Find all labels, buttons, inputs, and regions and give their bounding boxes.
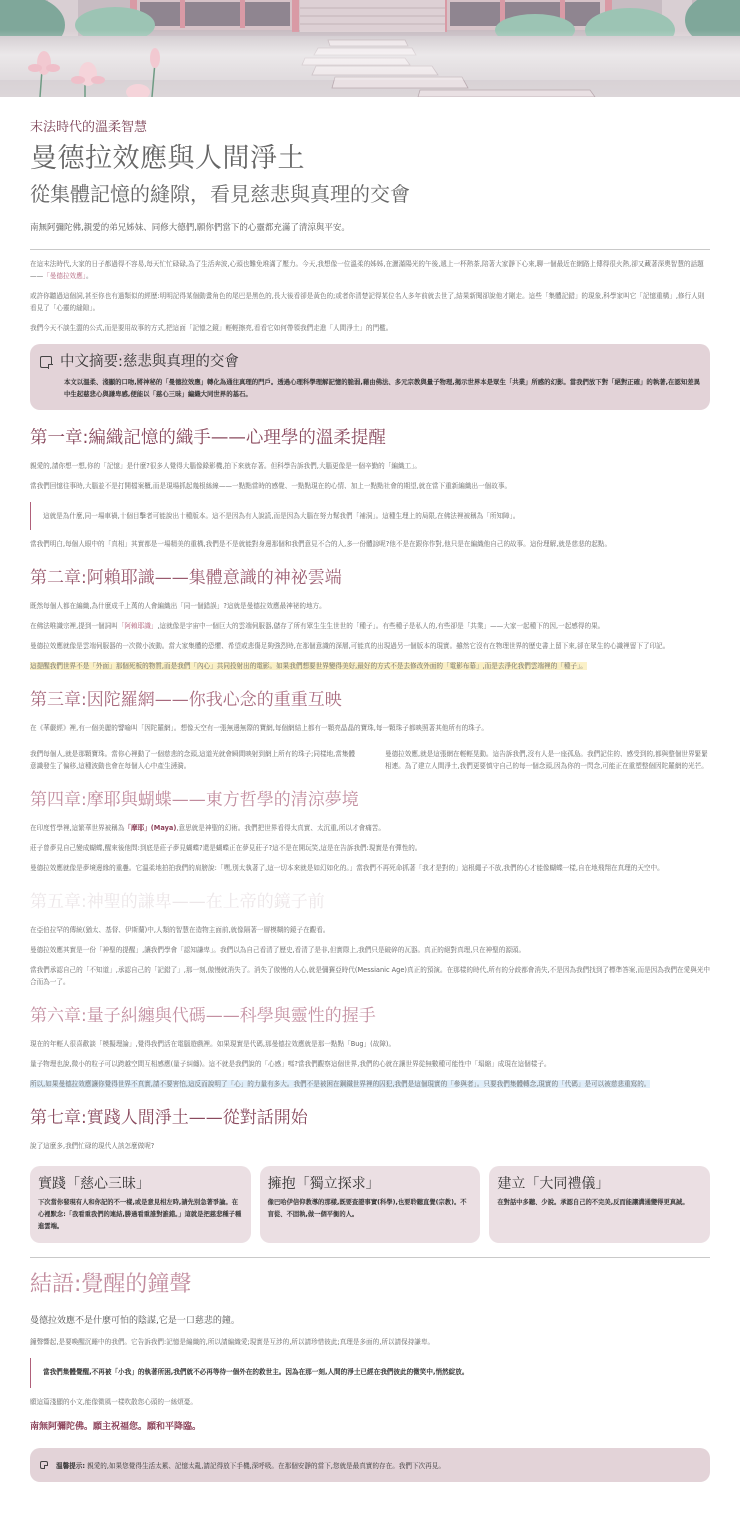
- chapter-3: [30, 686, 710, 772]
- left-column: 我們每個人,就是那顆寶珠。當你心裡動了一個慈悲的念頭,這道光就會瞬間映射到網上所有的珠子;同樣地,當集體意識發生了偏移,這種波動也會在每個人心中產生漣漪。: [30, 750, 356, 770]
- chapter-2-highlight-paragraph: [30, 660, 710, 672]
- chapter-1-paragraph: 親愛的,請你想一想,你的「記憶」是什麼?很多人覺得大腦像錄影機,拍下來就存著。但科學告訴我們,大腦更像是一個辛勤的「編織工」。: [30, 462, 422, 470]
- conclusion-title: 結語:覺醒的鐘聲: [30, 1272, 192, 1297]
- conclusion: [30, 1270, 710, 1434]
- alaya-vijnana-link[interactable]: 「阿賴耶識」: [117, 622, 158, 630]
- summary-title: 中文摘要:慈悲與真理的交會: [60, 354, 239, 370]
- chapter-7-title: 第七章:實踐人間淨土——從對話開始: [30, 1108, 308, 1128]
- chapter-1-paragraph: 當我們回憶往事時,大腦並不是打開檔案櫃,而是現場抓起幾根絲線——一點點當時的感覺、一點點現在的心情、加上一點點社會的期望,就在當下重新編織出一個故事。: [30, 482, 512, 490]
- greeting-text: 南無阿彌陀佛,親愛的弟兄姊妹、同修大德們,願你們當下的心靈都充滿了清涼與平安。: [30, 221, 710, 250]
- chapter-5-paragraph: 曼德拉效應其實是一份「神聖的提醒」,讓我們學會「認知謙卑」。我們以為自己看清了歷史,看清了是非,但實際上,我們只是破碎的瓦器。真正的絕對真理,只在神聖的源頭。: [30, 946, 526, 954]
- chapter-1-title: 第一章:編織記憶的織手——心理學的溫柔提醒: [30, 428, 386, 448]
- text: 在這末法時代,大家的日子都過得不容易,每天忙忙碌碌,為了生活奔波,心頭也難免堆滿了壓力。今天,我想像一位溫柔的姊姊,在灑滿陽光的午後,遞上一杯熱茶,陪著大家靜下心來,聊一個最近在網路上傳得很火熱,卻又藏著深奧智慧的話題——: [30, 260, 704, 280]
- chapter-4-paragraph: 曼德拉效應就像是夢境邊緣的重疊。它溫柔地拍拍我們的肩膀說:「嘿,別太執著了,這一切本來就是如幻如化的。」當我們不再死命抓著「我才是對的」這根繩子不放,我們的心才能像蝴蝶一樣,自在地飛翔在真理的天空中。: [30, 864, 664, 872]
- card-title: 建立「大同禮儀」: [497, 1176, 610, 1192]
- text: 在印度哲學裡,這繁華世界被稱為: [30, 824, 125, 832]
- article: [0, 119, 740, 1502]
- conclusion-blockquote: 當我們集體覺醒,不再被「小我」的執著所困,我們就不必再等待一個外在的救世主。因為在那一刻,人間的淨土已經在我們彼此的微笑中,悄然綻放。: [30, 1358, 710, 1388]
- tip-callout: [30, 1448, 710, 1482]
- hero-banner-image: [0, 0, 740, 97]
- chapter-4: [30, 786, 710, 874]
- chapter-3-paragraph: 在《華嚴經》裡,有一個美麗的譬喻叫「因陀羅網」。想像天空有一張無邊無際的寶網,每個網結上都有一顆亮晶晶的寶珠,每一顆珠子都映照著其他所有的珠子。: [30, 724, 488, 732]
- chapter-6-paragraph: 現在的年輕人很喜歡談「模擬理論」,覺得我們活在電腦遊戲裡。如果現實是代碼,那曼德拉效應就是那一點點「Bug」(故障)。: [30, 1040, 396, 1048]
- chapter-3-title: 第三章:因陀羅網——你我心念的重重互映: [30, 690, 342, 710]
- kicker-label: 末法時代的溫柔智慧: [30, 120, 148, 135]
- chapter-5-paragraph: 當我們承認自己的「不知道」,承認自己的「記錯了」,那一刻,傲慢就消失了。消失了傲慢的人心,就是彌賽亞時代(Messianic Age)真正的預演。在那樣的時代,所有的分歧都會消失,不是因為我們找到了標準答案,而是因為我們在愛與光中合而為一了。: [30, 966, 711, 986]
- chapter-2-paragraph: 既然每個人都在編織,為什麼成千上萬的人會編織出「同一個錯誤」?這就是曼德拉效應最神祕的地方。: [30, 602, 326, 610]
- chapter-6-highlight-paragraph: [30, 1078, 710, 1090]
- chapter-2-paragraph: [30, 620, 710, 632]
- practice-card: [30, 1166, 251, 1243]
- card-body: 下次當你發現有人和你記的不一樣,或是意見相左時,請先別急著爭論。在心裡默念:「我看重我們的連結,勝過看重誰對誰錯。」這就是把慈悲種子種進雲端。: [38, 1199, 242, 1230]
- note-icon: [40, 356, 52, 368]
- chapter-5-paragraph: 在亞伯拉罕的傳統(猶太、基督、伊斯蘭)中,人類的智慧在造物主面前,就像隔著一層模糊的鏡子在觀看。: [30, 926, 330, 934]
- mandela-effect-link[interactable]: 「曼德拉效應」: [43, 272, 87, 280]
- chapter-5: [30, 888, 710, 988]
- blessing-text: 南無阿彌陀佛。願主祝福您。願和平降臨。: [30, 1422, 202, 1432]
- chapter-6: [30, 1002, 710, 1090]
- page-title: 曼德拉效應與人間淨土: [30, 143, 305, 174]
- chapter-4-paragraph: 莊子曾夢見自己變成蝴蝶,醒來後他問:到底是莊子夢見蝴蝶?還是蝴蝶正在夢見莊子?這不是在開玩笑,這是在告訴我們:現實是有彈性的。: [30, 844, 422, 852]
- page-subtitle: 從集體記憶的縫隙，看見慈悲與真理的交會: [30, 182, 410, 206]
- summary-callout: [30, 344, 710, 410]
- section-divider: [30, 1257, 710, 1258]
- blue-highlight: 所以,如果曼德拉效應讓你覺得世界不真實,請不要害怕,這反而說明了「心」的力量有多大。我們不是被困在鋼鐵世界裡的囚犯,我們是這個現實的「參與者」。只要我們集體轉念,現實的「代碼」是可以被慈悲重寫的。: [30, 1080, 651, 1088]
- right-column: 曼德拉效應,就是這張網在輕輕晃動。這告訴我們,沒有人是一座孤島。我們記住的、感受到的,都與整個世界緊緊相連。為了建立人間淨土,我們更要慎守自己的每一個念頭,因為你的一閃念,可能正在重塑整個因陀羅網的光芒。: [385, 750, 708, 770]
- note-icon: [40, 1461, 48, 1469]
- tip-label: 溫馨提示:: [56, 1462, 86, 1470]
- tip-body: 親愛的,如果您覺得生活太累、記憶太亂,請記得放下手機,深呼吸。在那個安靜的當下,您就是最真實的存在。我們下次再見。: [85, 1462, 445, 1470]
- chapter-6-title: 第六章:量子糾纏與代碼——科學與靈性的握手: [30, 1006, 376, 1026]
- text: ,這就像是宇宙中一個巨大的雲端伺服器,儲存了所有眾生生生世世的「種子」。有些種子是私人的,有些卻是「共業」——大家一起種下的因,一起感得的果。: [157, 622, 605, 630]
- chapter-1-paragraph: 當我們明白,每個人眼中的「真相」其實都是一場精美的重構,我們是不是就能對身邊那個和我們意見不合的人,多一份體諒呢?他不是在跟你作對,他只是在編織他自己的故事。這份理解,就是慈悲的起點。: [30, 540, 612, 548]
- article-header: [30, 119, 710, 250]
- two-column-text: [30, 748, 710, 772]
- text: 。: [86, 272, 93, 280]
- conclusion-paragraph: 願這篇淺顯的小文,能像微風一樣吹散您心頭的一絲煩憂。: [30, 1398, 197, 1406]
- chapter-5-title: 第五章:神聖的謙卑——在上帝的鏡子前: [30, 892, 325, 912]
- yellow-highlight: 這提醒我們世界不是「外面」那個死板的物質,而是我們「內心」共同投射出的電影。如果我們想要世界變得美好,最好的方式不是去修改外面的「電影布幕」,而是去淨化我們雲端裡的「種子」。: [30, 662, 587, 670]
- card-title: 擁抱「獨立探求」: [267, 1176, 380, 1192]
- text: 在佛法唯識宗裡,提到一個詞叫: [30, 622, 118, 630]
- practice-card: [260, 1166, 481, 1243]
- practice-card: [489, 1166, 710, 1243]
- intro-section: [30, 258, 710, 334]
- chapter-7-lead: 說了這麼多,我們忙碌的現代人該怎麼做呢?: [30, 1142, 155, 1150]
- card-body: 在對話中多聽、少說。承認自己的不完美,反而能讓溝通變得更真誠。: [497, 1199, 689, 1206]
- intro-paragraph-1: [30, 258, 710, 282]
- chapter-2-paragraph: 曼德拉效應就像是雲端伺服器的一次微小波動。當大家集體的恐懼、希望或悲傷足夠強烈時,在那個意識的深層,可能真的出現過另一個版本的現實。雖然它沒有在物理世界的歷史書上留下來,卻在眾生的心識裡留下了印記。: [30, 642, 670, 650]
- practice-cards: [30, 1166, 710, 1243]
- temple-pond-illustration: [0, 0, 740, 97]
- conclusion-paragraph: 鐘聲響起,是要喚醒沉睡中的我們。它告訴我們:記憶是編織的,所以請編織愛;現實是互涉的,所以請珍惜彼此;真理是多面的,所以請保持謙卑。: [30, 1338, 435, 1346]
- chapter-2-title: 第二章:阿賴耶識——集體意識的神祕雲端: [30, 568, 342, 588]
- chapter-4-paragraph: [30, 822, 710, 834]
- chapter-7: [30, 1104, 710, 1243]
- chapter-1: [30, 424, 710, 550]
- chapter-6-paragraph: 量子物理也說,微小的粒子可以跨越空間互相感應(量子糾纏)。這不就是我們說的「心感」嗎?當我們觀察這個世界,我們的心就在讓世界從無數種可能性中「塌縮」成現在這個樣子。: [30, 1060, 551, 1068]
- summary-body: 本文以溫柔、淺顯的口吻,將神秘的「曼德拉效應」轉化為通往真理的門戶。透過心理科學理解記憶的脆弱,藉由佛法、多元宗教與量子物理,揭示世界本是眾生「共業」所感的幻影。當我們放下對「絕對正確」的執著,在認知差異中生起慈悲心與謙卑感,便能以「慈心三昧」編織大同世界的基石。: [64, 378, 700, 398]
- card-title: 實踐「慈心三昧」: [38, 1176, 150, 1192]
- card-body: 像巴哈伊信仰教導的那樣,既要查證事實(科學),也要聆聽直覺(宗教)。不盲從、不固執,做一個平衡的人。: [267, 1199, 467, 1218]
- text: ,意思就是神聖的幻術。我們把世界看得太真實、太沉重,所以才會痛苦。: [176, 824, 385, 832]
- chapter-1-blockquote: 這就是為什麼,同一場車禍,十個目擊者可能說出十種版本。這不是因為有人說謊,而是因為大腦在努力幫我們「補洞」。這種生理上的局限,在佛法裡被稱為「所知障」。: [30, 502, 710, 530]
- intro-paragraph-2: 或許你聽過這個詞,甚至你也有過類似的經歷:明明記得某個動畫角色的尾巴是黑色的,長大後看卻是黃色的;或者你清楚記得某位名人多年前就去世了,結果新聞卻說他才剛走。這些「集體記錯」的現象,科學家叫它「記憶重構」,修行人則看見了「心靈的縫隙」。: [30, 292, 705, 312]
- chapter-2: [30, 564, 710, 672]
- chapter-4-title: 第四章:摩耶與蝴蝶——東方哲學的清涼夢境: [30, 790, 359, 810]
- maya-term: 「摩耶」(Maya): [124, 824, 177, 832]
- tip-text: [56, 1460, 445, 1470]
- intro-paragraph-3: 我們今天不談生澀的公式,而是要用故事的方式,把這面「記憶之鏡」輕輕擦亮,看看它如何帶領我們走進「人間淨土」的門檻。: [30, 324, 393, 332]
- conclusion-lead: 曼德拉效應不是什麼可怕的陰謀,它是一口慈悲的鐘。: [30, 1316, 240, 1326]
